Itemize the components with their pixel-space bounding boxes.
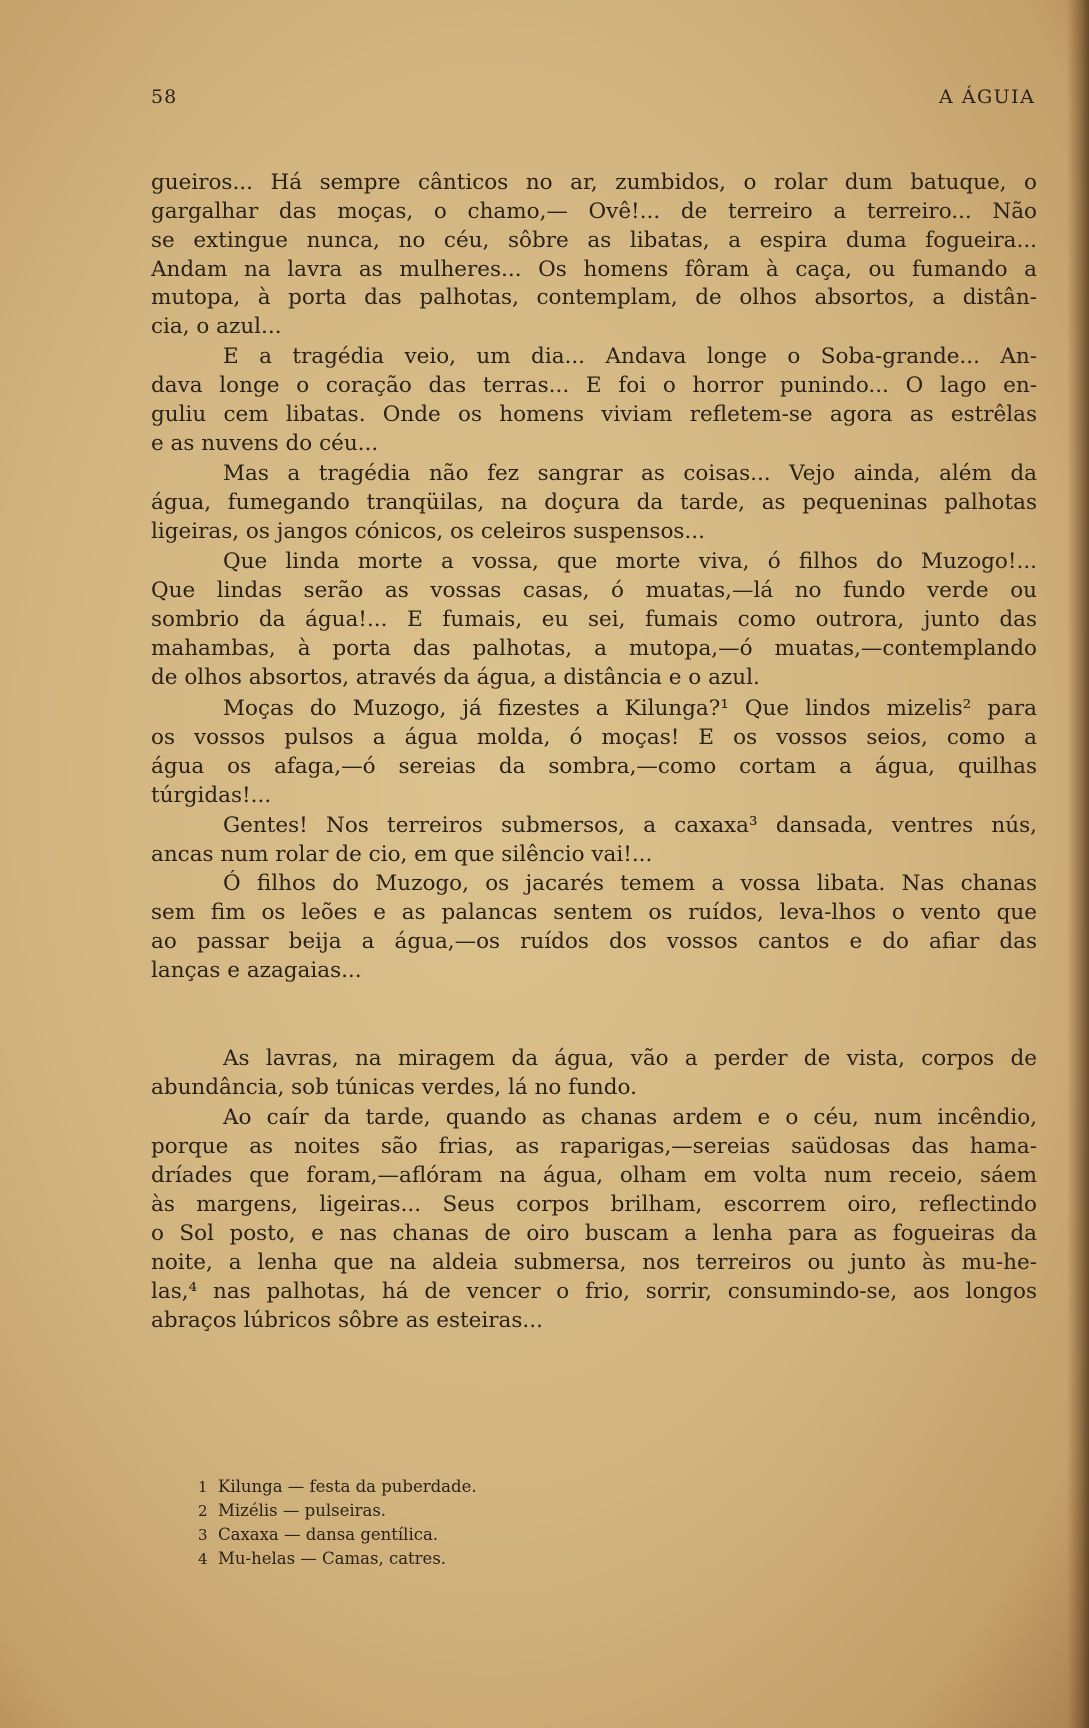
text-line: gueiros... Há sempre cânticos no ar, zumbidos, o rolar dum batuque, o xyxy=(151,170,1037,195)
footnote-text: Kilunga — festa da puberdade. xyxy=(218,1477,477,1496)
text-line: sem fim os leões e as palancas sentem os ruídos, leva-lhos o vento que xyxy=(151,900,1037,925)
text-line: o Sol posto, e nas chanas de oiro buscam a lenha para as fogueiras da xyxy=(151,1221,1037,1246)
text-line: abraços lúbricos sôbre as esteiras... xyxy=(151,1308,543,1333)
text-line: ligeiras, os jangos cónicos, os celeiros suspensos... xyxy=(151,519,705,544)
text-line: lanças e azagaias... xyxy=(151,958,362,983)
text-line: Moças do Muzogo, já fizestes a Kilunga?¹ Que lindos mizelis² para xyxy=(223,696,1037,721)
text-line: Mas a tragédia não fez sangrar as coisas... Vejo ainda, além da xyxy=(223,461,1037,486)
text-line: túrgidas!... xyxy=(151,783,272,808)
footnote-number: 3 xyxy=(198,1526,208,1544)
footnote-text: Mizélis — pulseiras. xyxy=(218,1501,387,1520)
footnote xyxy=(198,1524,439,1546)
text-line: se extingue nunca, no céu, sôbre as libatas, a espira duma fogueira... xyxy=(151,228,1037,253)
text-line: Andam na lavra as mulheres... Os homens fôram à caça, ou fumando a xyxy=(151,257,1037,282)
text-line: gargalhar das moças, o chamo,— Ovê!... de terreiro a terreiro... Não xyxy=(151,199,1037,224)
text-line: água os afaga,—ó sereias da sombra,—como cortam a água, quilhas xyxy=(151,754,1037,779)
text-line: E a tragédia veio, um dia... Andava longe o Soba-grande... An- xyxy=(223,344,1037,369)
footnote-text: Caxaxa — dansa gentílica. xyxy=(218,1525,439,1544)
text-line: dava longe o coração das terras... E foi o horror punindo... O lago en- xyxy=(151,373,1037,398)
footnote-text: Mu-helas — Camas, catres. xyxy=(218,1549,447,1568)
text-line: os vossos pulsos a água molda, ó moças! E os vossos seios, como a xyxy=(151,725,1037,750)
text-line: guliu cem libatas. Onde os homens viviam refletem-se agora as estrêlas xyxy=(151,402,1037,427)
text-line: ancas num rolar de cio, em que silêncio vai!... xyxy=(151,842,653,867)
text-line: Que lindas serão as vossas casas, ó muatas,—lá no fundo verde ou xyxy=(151,578,1037,603)
text-line: porque as noites são frias, as raparigas,—sereias saüdosas das hama- xyxy=(151,1134,1037,1159)
footnote-number: 4 xyxy=(198,1550,208,1568)
text-line: las,⁴ nas palhotas, há de vencer o frio, sorrir, consumindo-se, aos longos xyxy=(151,1279,1037,1304)
text-line: Que linda morte a vossa, que morte viva, ó filhos do Muzogo!... xyxy=(223,549,1037,574)
text-line: mahambas, à porta das palhotas, a mutopa,—ó muatas,—contemplando xyxy=(151,636,1037,661)
footnote xyxy=(198,1548,447,1570)
text-line: e as nuvens do céu... xyxy=(151,431,379,456)
text-line: abundância, sob túnicas verdes, lá no fundo. xyxy=(151,1075,637,1100)
text-line: Ao caír da tarde, quando as chanas ardem e o céu, num incêndio, xyxy=(223,1105,1037,1130)
text-line: noite, a lenha que na aldeia submersa, nos terreiros ou junto às mu-he- xyxy=(151,1250,1037,1275)
page-number: 58 xyxy=(151,86,178,108)
text-line: de olhos absortos, através da água, a distância e o azul. xyxy=(151,665,760,690)
text-line: água, fumegando tranqüilas, na doçura da tarde, as pequeninas palhotas xyxy=(151,490,1037,515)
footnote xyxy=(198,1476,477,1498)
text-line: ao passar beija a água,—os ruídos dos vossos cantos e do afiar das xyxy=(151,929,1037,954)
text-line: As lavras, na miragem da água, vão a perder de vista, corpos de xyxy=(223,1046,1037,1071)
running-title: A ÁGUIA xyxy=(939,86,1036,108)
text-line: Gentes! Nos terreiros submersos, a caxaxa³ dansada, ventres nús, xyxy=(223,813,1037,838)
page-edge-shadow xyxy=(1067,0,1089,1728)
text-line: sombrio da água!... E fumais, eu sei, fumais como outrora, junto das xyxy=(151,607,1037,632)
text-line: cia, o azul... xyxy=(151,314,282,339)
text-line: Ó filhos do Muzogo, os jacarés temem a vossa libata. Nas chanas xyxy=(223,871,1037,896)
text-line: às margens, ligeiras... Seus corpos brilham, escorrem oiro, reflectindo xyxy=(151,1192,1037,1217)
text-line: dríades que foram,—aflóram na água, olham em volta num receio, sáem xyxy=(151,1163,1037,1188)
footnote-number: 2 xyxy=(198,1502,208,1520)
text-line: mutopa, à porta das palhotas, contemplam, de olhos absortos, a distân- xyxy=(151,285,1037,310)
footnote xyxy=(198,1500,387,1522)
footnote-number: 1 xyxy=(198,1478,208,1496)
